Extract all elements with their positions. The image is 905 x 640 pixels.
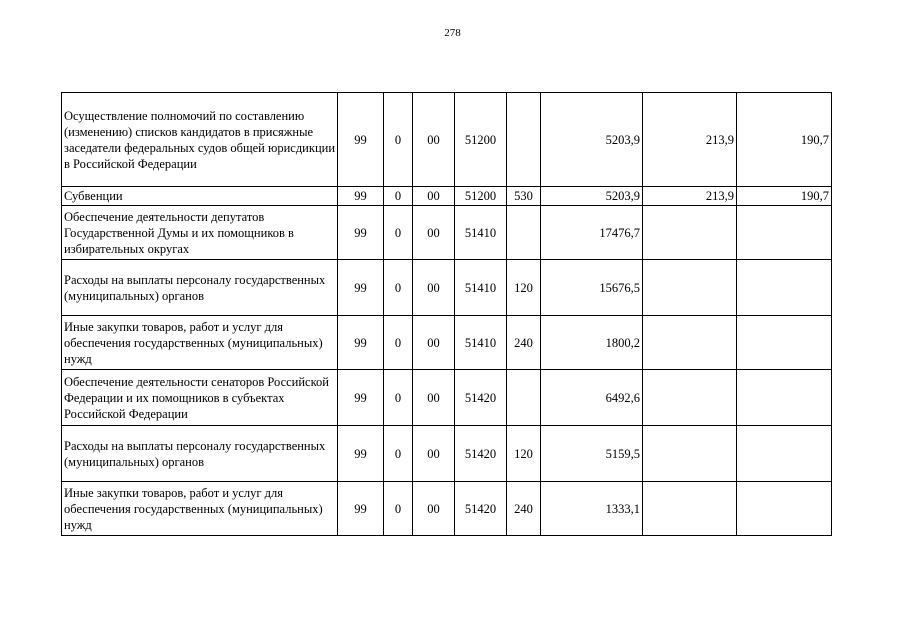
cell-vr: 240 [507, 316, 541, 370]
row-name: Иные закупки товаров, работ и услуг для обеспечения государственных (муниципальных) нужд [62, 316, 338, 370]
row-name: Обеспечение деятельности депутатов Государственной Думы и их помощников в избирательных округах [62, 206, 338, 260]
cell-amount-1: 17476,7 [541, 206, 643, 260]
cell-vr: 120 [507, 260, 541, 316]
table-row [62, 206, 832, 260]
cell-amount-3 [737, 482, 832, 536]
table-row [62, 426, 832, 482]
cell-code: 51200 [455, 93, 507, 187]
table-row [62, 93, 832, 187]
cell-amount-2 [643, 482, 737, 536]
cell-group: 00 [413, 316, 455, 370]
cell-sub: 0 [384, 206, 413, 260]
table-row [62, 482, 832, 536]
budget-table [61, 92, 832, 536]
cell-ministry: 99 [338, 206, 384, 260]
cell-amount-3 [737, 260, 832, 316]
cell-group: 00 [413, 426, 455, 482]
cell-amount-1: 5203,9 [541, 93, 643, 187]
cell-amount-3: 190,7 [737, 93, 832, 187]
cell-amount-3: 190,7 [737, 187, 832, 206]
cell-code: 51420 [455, 426, 507, 482]
cell-group: 00 [413, 206, 455, 260]
cell-group: 00 [413, 260, 455, 316]
cell-amount-1: 5159,5 [541, 426, 643, 482]
cell-amount-2 [643, 260, 737, 316]
table-row [62, 316, 832, 370]
cell-ministry: 99 [338, 426, 384, 482]
cell-amount-3 [737, 426, 832, 482]
cell-amount-2 [643, 316, 737, 370]
cell-amount-2 [643, 426, 737, 482]
cell-amount-3 [737, 370, 832, 426]
cell-code: 51410 [455, 206, 507, 260]
cell-sub: 0 [384, 93, 413, 187]
cell-vr: 530 [507, 187, 541, 206]
cell-code: 51420 [455, 370, 507, 426]
cell-amount-1: 1800,2 [541, 316, 643, 370]
cell-ministry: 99 [338, 482, 384, 536]
cell-vr: 240 [507, 482, 541, 536]
row-name: Расходы на выплаты персоналу государственных (муниципальных) органов [62, 426, 338, 482]
cell-ministry: 99 [338, 187, 384, 206]
cell-amount-3 [737, 206, 832, 260]
cell-sub: 0 [384, 260, 413, 316]
cell-group: 00 [413, 93, 455, 187]
cell-group: 00 [413, 370, 455, 426]
row-name: Обеспечение деятельности сенаторов Российской Федерации и их помощников в субъектах Российской Федерации [62, 370, 338, 426]
cell-sub: 0 [384, 482, 413, 536]
cell-sub: 0 [384, 316, 413, 370]
page-number: 278 [444, 27, 461, 39]
cell-amount-3 [737, 316, 832, 370]
table-row [62, 370, 832, 426]
cell-ministry: 99 [338, 260, 384, 316]
cell-vr [507, 370, 541, 426]
cell-sub: 0 [384, 370, 413, 426]
row-name: Иные закупки товаров, работ и услуг для обеспечения государственных (муниципальных) нужд [62, 482, 338, 536]
cell-amount-2: 213,9 [643, 187, 737, 206]
cell-amount-1: 6492,6 [541, 370, 643, 426]
row-name: Осуществление полномочий по составлению (изменению) списков кандидатов в присяжные заседатели федеральных судов общей юрисдикции в Российской Федерации [62, 93, 338, 187]
cell-code: 51420 [455, 482, 507, 536]
table-row [62, 187, 832, 206]
cell-ministry: 99 [338, 370, 384, 426]
cell-vr [507, 93, 541, 187]
cell-ministry: 99 [338, 93, 384, 187]
cell-group: 00 [413, 482, 455, 536]
cell-amount-2: 213,9 [643, 93, 737, 187]
row-name: Субвенции [62, 187, 338, 206]
cell-amount-1: 1333,1 [541, 482, 643, 536]
cell-group: 00 [413, 187, 455, 206]
cell-amount-1: 15676,5 [541, 260, 643, 316]
cell-sub: 0 [384, 187, 413, 206]
cell-vr [507, 206, 541, 260]
cell-code: 51200 [455, 187, 507, 206]
cell-amount-1: 5203,9 [541, 187, 643, 206]
table-row [62, 260, 832, 316]
cell-amount-2 [643, 370, 737, 426]
row-name: Расходы на выплаты персоналу государственных (муниципальных) органов [62, 260, 338, 316]
cell-ministry: 99 [338, 316, 384, 370]
cell-code: 51410 [455, 316, 507, 370]
cell-code: 51410 [455, 260, 507, 316]
cell-amount-2 [643, 206, 737, 260]
cell-vr: 120 [507, 426, 541, 482]
cell-sub: 0 [384, 426, 413, 482]
